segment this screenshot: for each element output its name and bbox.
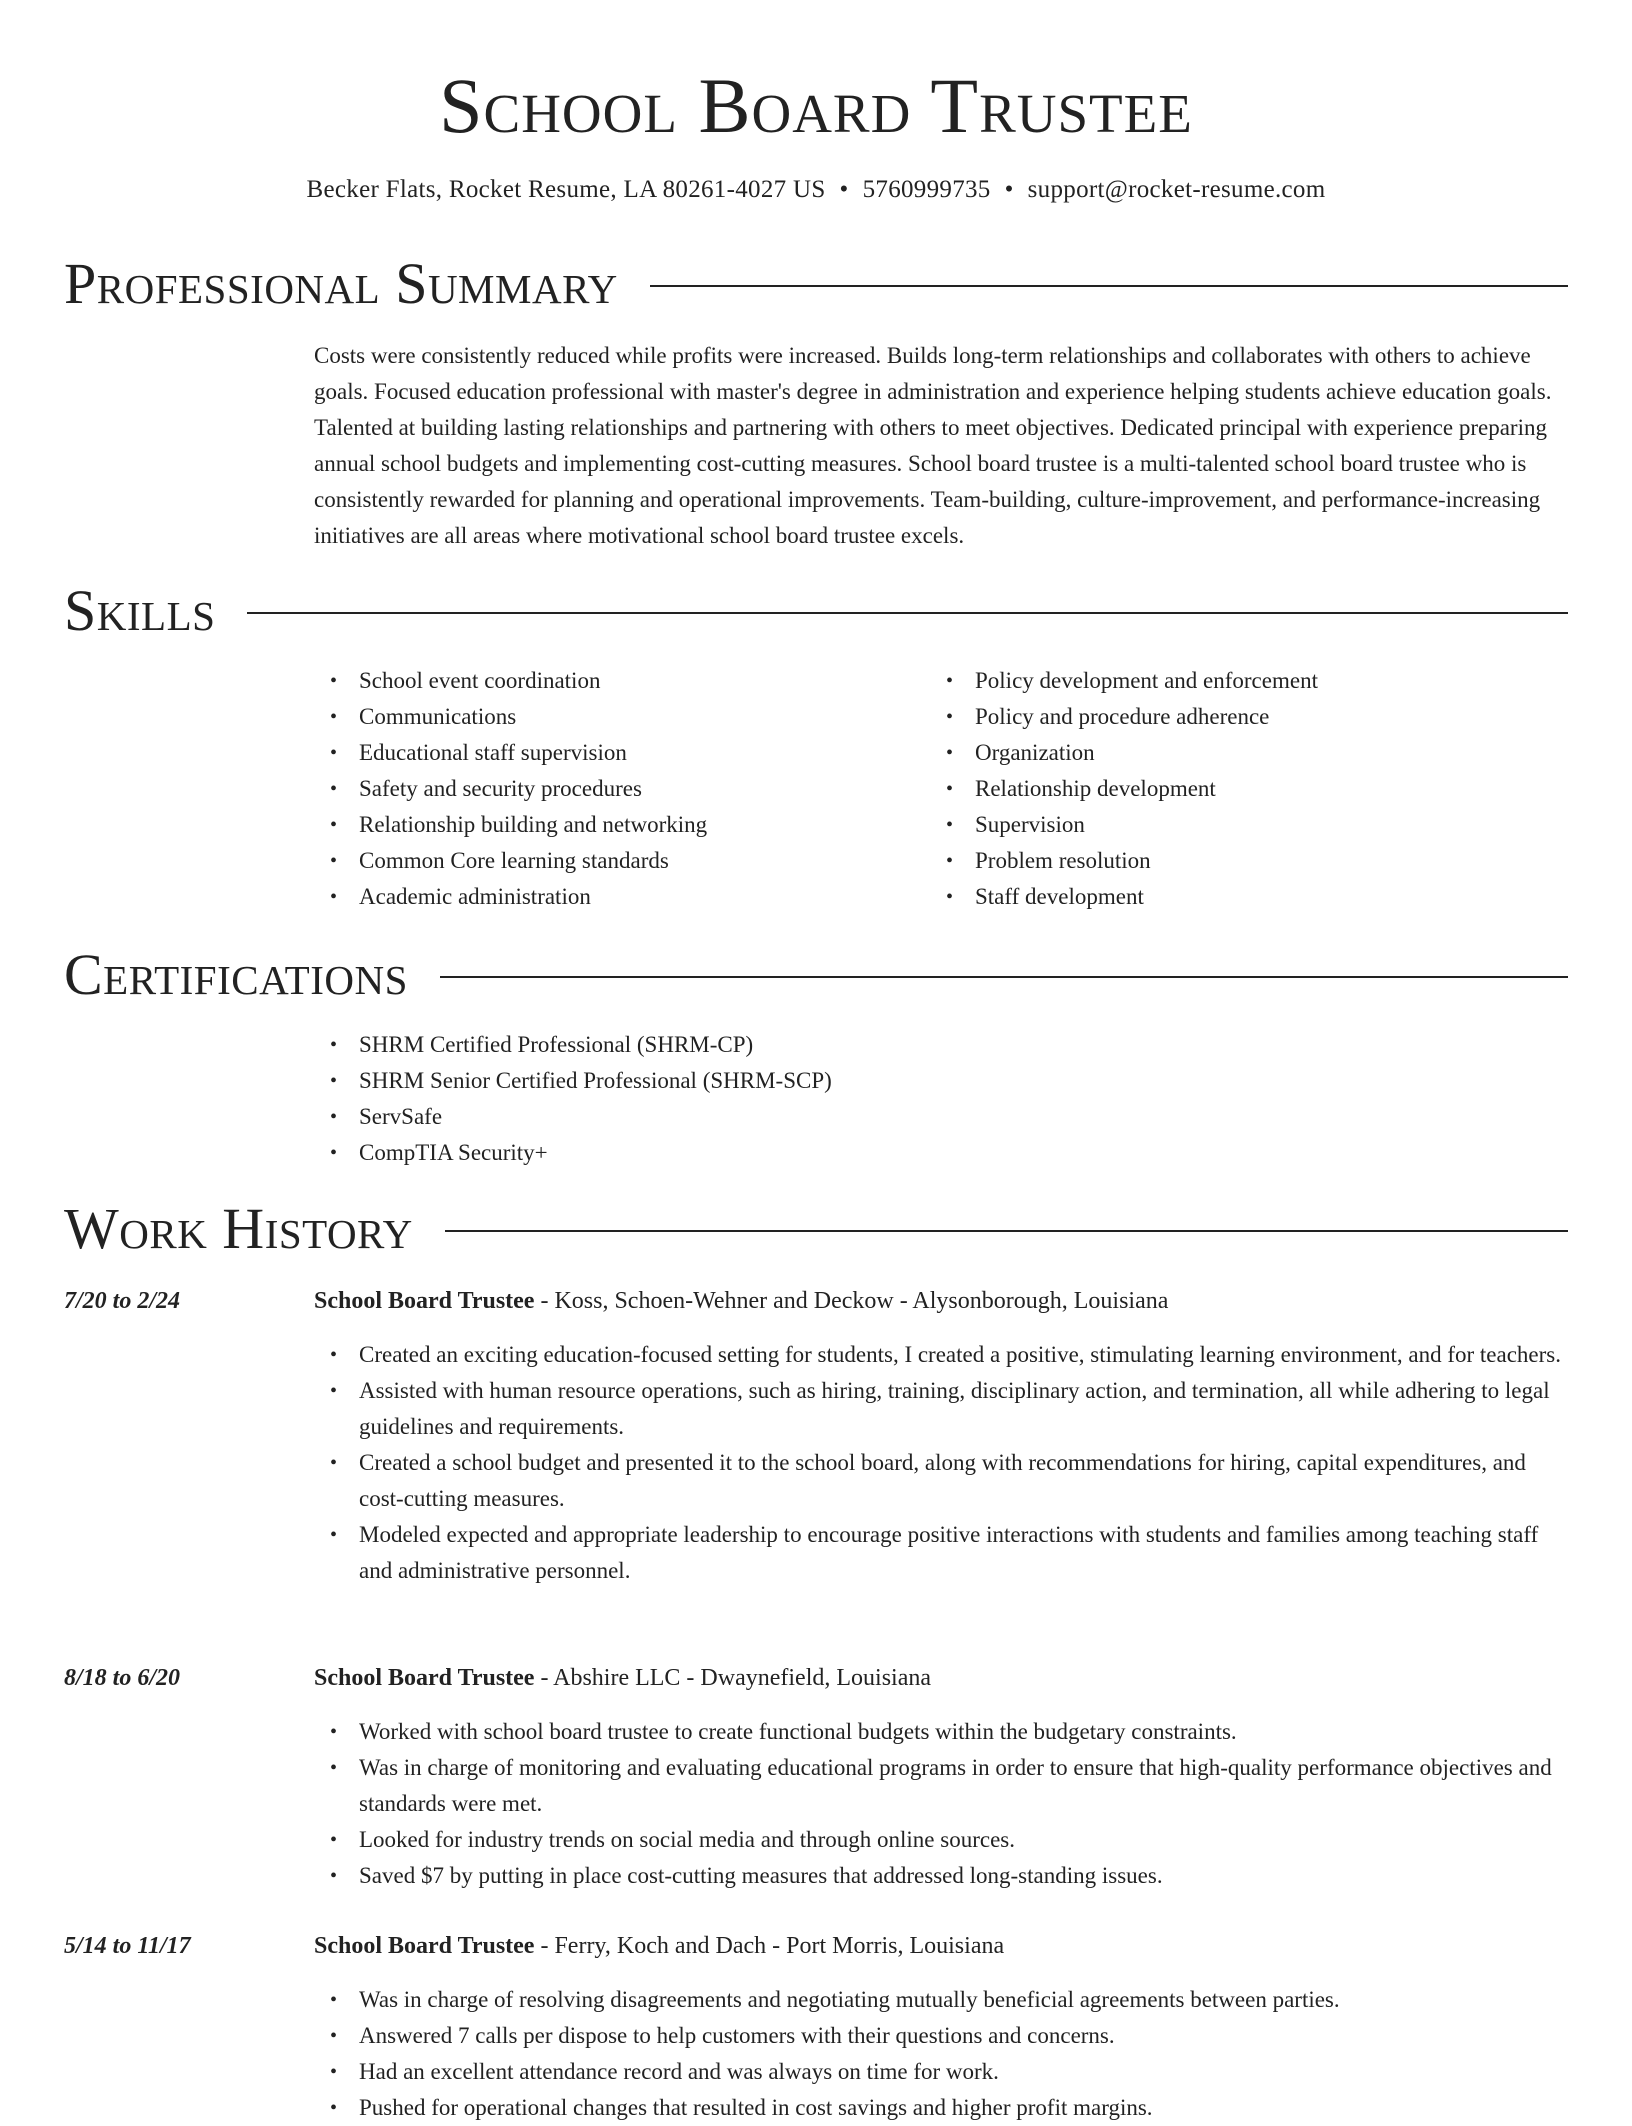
job-bullets: [314, 1337, 1568, 1589]
job-company-location: - Koss, Schoen-Wehner and Deckow - Alysonborough, Louisiana: [534, 1288, 1169, 1314]
email[interactable]: support@rocket-resume.com: [1027, 176, 1326, 203]
job-company-location: - Abshire LLC - Dwaynefield, Louisiana: [534, 1665, 932, 1691]
section-title: Skills: [64, 578, 216, 643]
job-title-line: [314, 1283, 1168, 1319]
job-bullet: • Pushed for operational changes that resulted in cost savings and higher profit margins.: [314, 2090, 1568, 2126]
skill-item: • School event coordination: [314, 663, 914, 699]
section-title: Professional Summary: [64, 251, 618, 316]
skill-item: • Communications: [314, 699, 914, 735]
skill-item: • Staff development: [930, 879, 1570, 915]
job-dates: 5/14 to 11/17: [64, 1933, 191, 1959]
section-title: Work History: [64, 1196, 413, 1261]
skill-item: • Educational staff supervision: [314, 735, 914, 771]
job-title: School Board Trustee: [314, 1288, 535, 1314]
certification-item: • ServSafe: [314, 1099, 1564, 1135]
skill-item: • Relationship building and networking: [314, 807, 914, 843]
section-divider: [445, 1230, 1568, 1232]
separator: •: [839, 176, 849, 203]
job-bullet: • Had an excellent attendance record and was always on time for work.: [314, 2054, 1568, 2090]
phone[interactable]: 5760999735: [862, 176, 991, 203]
skill-item: • Academic administration: [314, 879, 914, 915]
job-bullets: [314, 1982, 1568, 2126]
job-bullet: • Worked with school board trustee to create functional budgets within the budgetary constraints.: [314, 1714, 1568, 1750]
skill-item: • Problem resolution: [930, 843, 1570, 879]
contact-line: [0, 172, 1632, 208]
address: Becker Flats, Rocket Resume, LA 80261-4027 US: [306, 176, 826, 203]
certification-item: • CompTIA Security+: [314, 1135, 1564, 1171]
section-divider: [650, 285, 1568, 287]
certification-item: • SHRM Senior Certified Professional (SHRM-SCP): [314, 1063, 1564, 1099]
job-title: School Board Trustee: [314, 1933, 535, 1959]
skill-item: • Policy and procedure adherence: [930, 699, 1570, 735]
skill-item: • Relationship development: [930, 771, 1570, 807]
skill-item: • Organization: [930, 735, 1570, 771]
job-bullet: • Looked for industry trends on social media and through online sources.: [314, 1822, 1568, 1858]
separator: •: [1004, 176, 1014, 203]
job-bullets: [314, 1714, 1568, 1894]
certifications-section-heading: [64, 943, 1568, 1007]
job-bullet: • Assisted with human resource operations, such as hiring, training, disciplinary action, and termination, all while adhering to legal guidelines and requirements.: [314, 1373, 1568, 1445]
section-divider: [440, 976, 1568, 978]
job-company-location: - Ferry, Koch and Dach - Port Morris, Louisiana: [534, 1933, 1005, 1959]
job-bullet: • Created an exciting education-focused setting for students, I created a positive, stimulating learning environment, and for teachers.: [314, 1337, 1568, 1373]
job-bullet: • Was in charge of monitoring and evaluating educational programs in order to ensure that high-quality performance objectives and standards were met.: [314, 1750, 1568, 1822]
job-title-line: [314, 1928, 1004, 1964]
summary-section-heading: [64, 252, 1568, 316]
certification-item: • SHRM Certified Professional (SHRM-CP): [314, 1027, 1564, 1063]
skills-list-right: [930, 663, 1570, 915]
job-bullet: • Created a school budget and presented it to the school board, along with recommendations for hiring, capital expenditures, and cost-cutting measures.: [314, 1445, 1568, 1517]
summary-text: Costs were consistently reduced while profits were increased. Builds long-term relationships and collaborates with others to achieve goals. Focused education professional with master's degree in administration and experience helping students achieve education goals. Talented at building lasting relationships and partnering with others to meet objectives. Dedicated principal with experience preparing annual school budgets and implementing cost-cutting measures. School board trustee is a multi-talented school board trustee who is consistently rewarded for planning and operational improvements. Team-building, culture-improvement, and performance-increasing initiatives are all areas where motivational school board trustee excels.: [314, 343, 1552, 548]
job-dates: 7/20 to 2/24: [64, 1288, 181, 1314]
skill-item: • Policy development and enforcement: [930, 663, 1570, 699]
section-divider: [247, 612, 1568, 614]
skill-item: • Safety and security procedures: [314, 771, 914, 807]
certifications-list: [314, 1027, 1564, 1171]
job-title-line: [314, 1660, 931, 1696]
skills-section-heading: [64, 579, 1568, 643]
job-bullet: • Modeled expected and appropriate leadership to encourage positive interactions with students and families among teaching staff and administrative personnel.: [314, 1517, 1568, 1589]
section-title: Certifications: [64, 942, 408, 1007]
work-history-section-heading: [64, 1197, 1568, 1261]
skill-item: • Supervision: [930, 807, 1570, 843]
job-dates: 8/18 to 6/20: [64, 1665, 181, 1691]
skills-list-left: [314, 663, 914, 915]
job-title: School Board Trustee: [314, 1665, 535, 1691]
skill-item: • Common Core learning standards: [314, 843, 914, 879]
job-bullet: • Saved $7 by putting in place cost-cutting measures that addressed long-standing issues.: [314, 1858, 1568, 1894]
candidate-name: School Board Trustee: [439, 62, 1193, 149]
job-bullet: • Answered 7 calls per dispose to help customers with their questions and concerns.: [314, 2018, 1568, 2054]
job-bullet: • Was in charge of resolving disagreements and negotiating mutually beneficial agreements between parties.: [314, 1982, 1568, 2018]
